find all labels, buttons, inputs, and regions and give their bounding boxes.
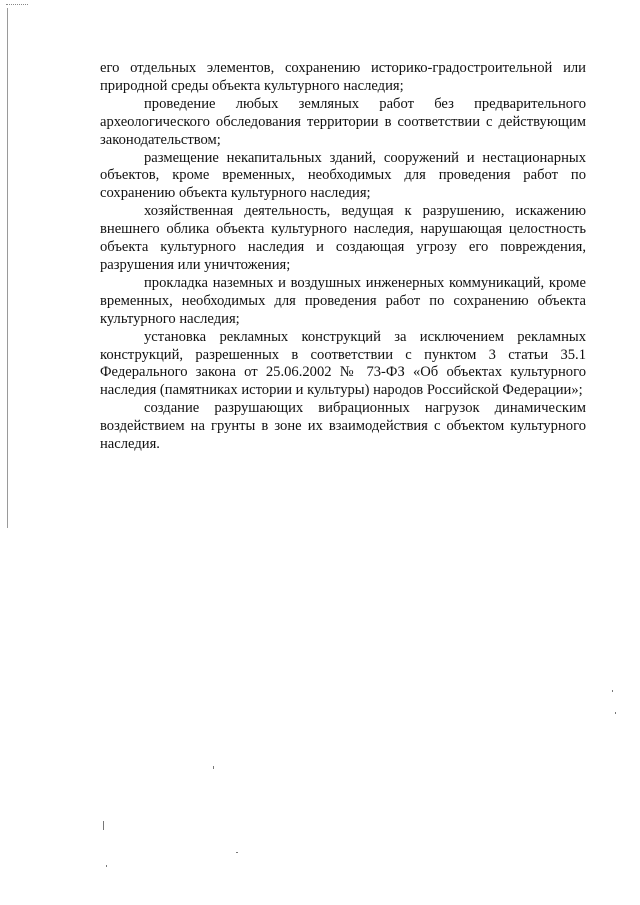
scan-speck: [103, 821, 104, 830]
paragraph-earthworks: проведение любых земляных работ без предварительного археологического обследования территории в соответствии с действующим законодательством;: [100, 95, 586, 148]
scan-speck: [213, 766, 214, 769]
scan-speck: [615, 712, 616, 714]
paragraph-economic-activity: хозяйственная деятельность, ведущая к разрушению, искажению внешнего облика объекта культурного наследия, нарушающая целостность объекта культурного наследия и создающая угрозу его повреждения, разрушения или уничтожения;: [100, 203, 586, 273]
paragraph-advertising: установка рекламных конструкций за исключением рекламных конструкций, разрешенных в соответствии с пунктом 3 статьи 35.1 Федерального закона от 25.06.2002 № 73-ФЗ «Об объектах культурного наследия (памятниках истории и культуры) народов Российской Федерации»;: [100, 328, 586, 399]
paragraph-vibration-loads: создание разрушающих вибрационных нагрузок динамическим воздействием на грунты в зоне их взаимодействия с объектом культурного наследия.: [100, 400, 586, 453]
document-body: [100, 60, 586, 454]
paragraph-utilities: прокладка наземных и воздушных инженерных коммуникаций, кроме временных, необходимых для проведения работ по сохранению объекта культурного наследия;: [100, 274, 586, 327]
scan-corner-mark: [6, 4, 28, 7]
scan-speck: [106, 865, 107, 867]
scan-speck: [612, 690, 613, 692]
scan-speck: [236, 852, 238, 853]
paragraph-temporary-structures: размещение некапитальных зданий, сооружений и нестационарных объектов, кроме временных, необходимых для проведения работ по сохранению объекта культурного наследия;: [100, 149, 586, 202]
paragraph-continuation: его отдельных элементов, сохранению историко-градостроительной или природной среды объекта культурного наследия;: [100, 60, 586, 94]
scan-edge-line: [7, 8, 8, 528]
